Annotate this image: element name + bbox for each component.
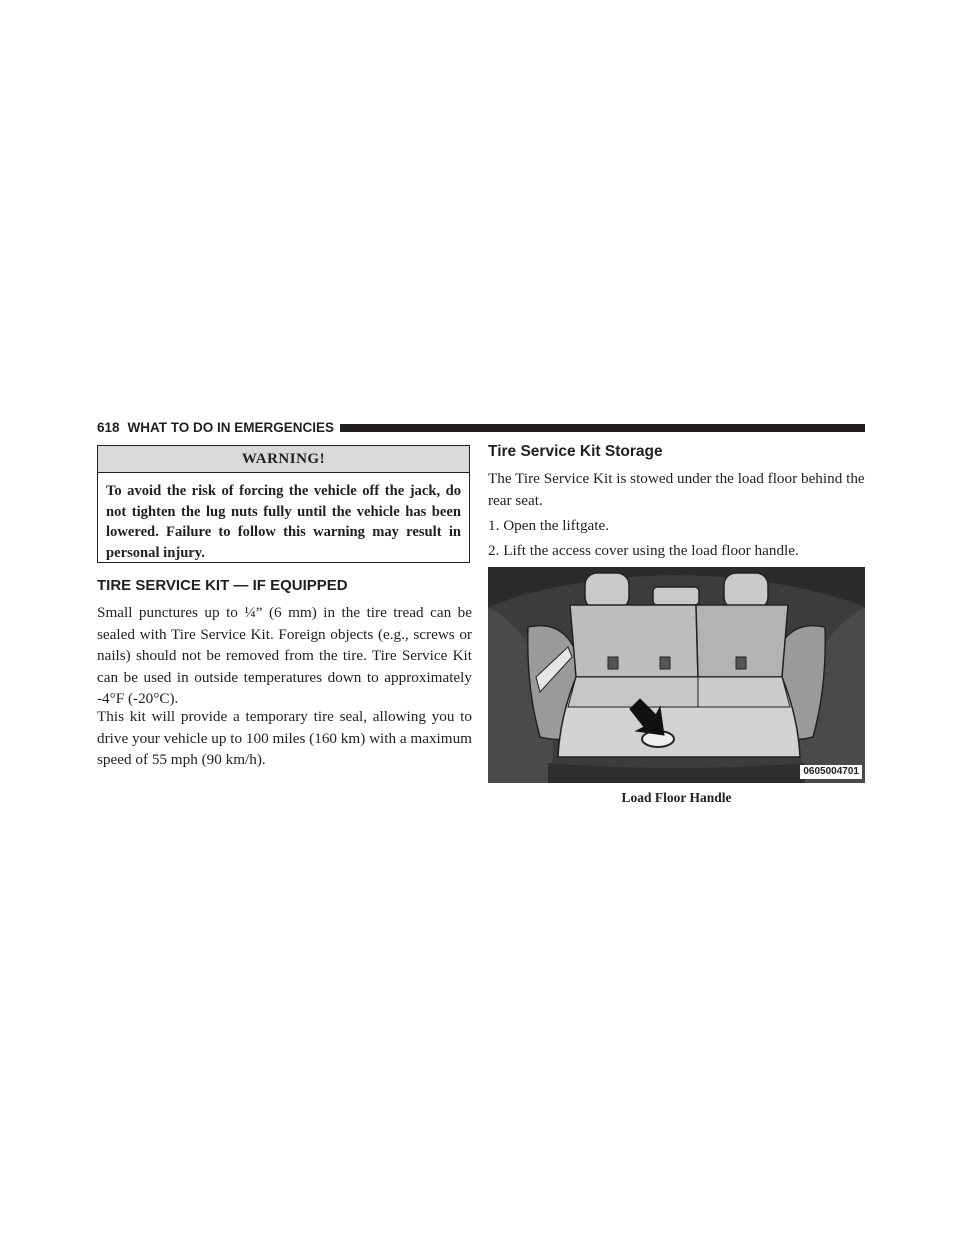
tire-service-kit-heading: TIRE SERVICE KIT — IF EQUIPPED	[97, 577, 348, 594]
step-open-liftgate: 1. Open the liftgate.	[488, 517, 610, 534]
storage-intro: The Tire Service Kit is stowed under the load floor behind the rear seat.	[488, 470, 865, 509]
paragraph-temporary-seal: This kit will provide a temporary tire seal, allowing you to drive your vehicle up to 100 miles (160 km) with a maximum speed of 55 mph (90 km/h).	[97, 708, 472, 768]
cargo-area-drawing	[488, 567, 865, 783]
page-header	[97, 420, 865, 436]
page-number: 618	[97, 420, 120, 435]
warning-title: WARNING!	[98, 446, 469, 473]
section-title: WHAT TO DO IN EMERGENCIES	[127, 420, 335, 435]
paragraph-punctures: Small punctures up to ¼” (6 mm) in the tire tread can be sealed with Tire Service Kit. Foreign objects (e.g., screws or nails) should not be removed from the tire. Tire Service Kit can be used in outside temperatures down to approximately -4°F (-20°C).	[97, 604, 472, 707]
warning-text: To avoid the risk of forcing the vehicle off the jack, do not tighten the lug nuts fully until the vehicle has been lowered. Failure to follow this warning may result in personal injury.	[106, 483, 461, 561]
figure-caption: Load Floor Handle	[621, 790, 732, 805]
figure-code: 0605004701	[800, 765, 862, 779]
header-rule	[340, 424, 865, 432]
step-lift-cover: 2. Lift the access cover using the load floor handle.	[488, 542, 799, 559]
warning-box	[97, 445, 470, 563]
cargo-area-illustration	[488, 567, 865, 783]
storage-heading: Tire Service Kit Storage	[488, 443, 663, 460]
